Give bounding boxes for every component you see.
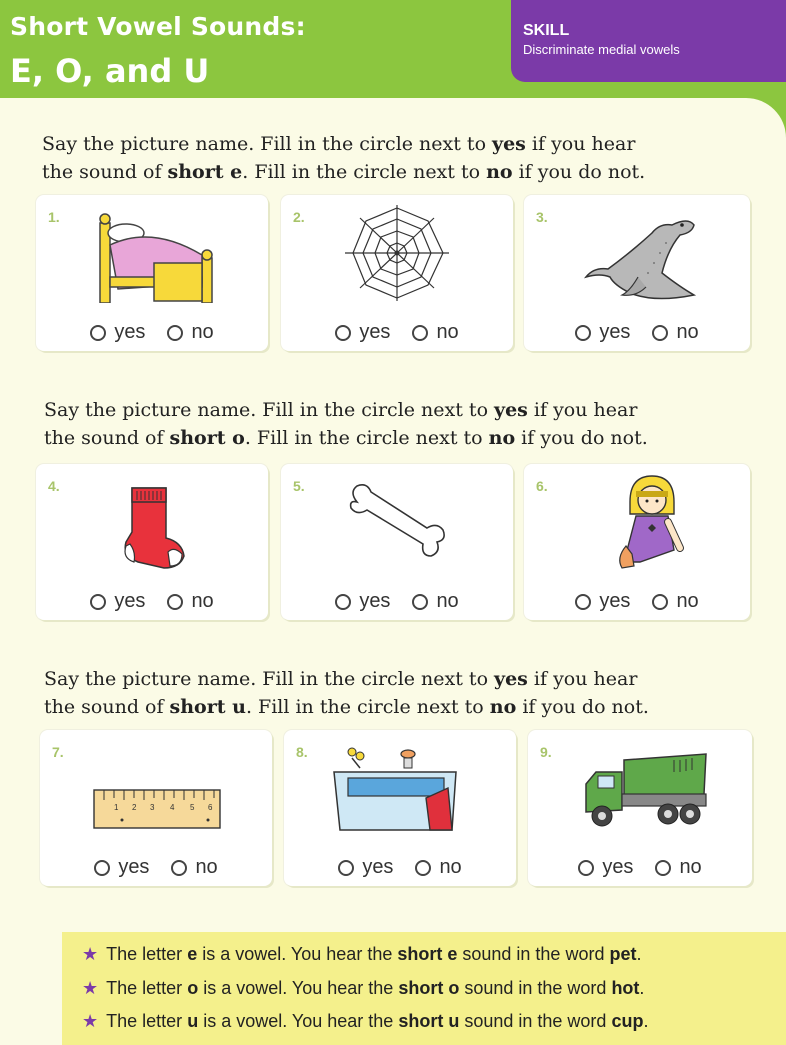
no-radio[interactable]	[167, 325, 183, 341]
yes-label: yes	[599, 590, 631, 612]
answer-options	[36, 321, 268, 344]
yes-label: yes	[599, 321, 631, 343]
bed-icon	[82, 203, 222, 303]
yes-option[interactable]	[90, 321, 145, 344]
yes-option[interactable]	[338, 856, 393, 879]
item-number: 3.	[536, 209, 548, 225]
tip-line: ★ The letter u is a vowel. You hear the short u sound in the word cup.	[82, 1011, 649, 1031]
star-icon: ★	[82, 1011, 99, 1031]
yes-option[interactable]	[578, 856, 633, 879]
tip-line: ★ The letter e is a vowel. You hear the short e sound in the word pet.	[82, 944, 642, 964]
truck-icon	[574, 738, 714, 838]
ruler-icon	[86, 738, 226, 838]
no-radio[interactable]	[652, 325, 668, 341]
answer-options	[524, 321, 750, 344]
ruler-number: 5	[190, 803, 195, 812]
item-card	[281, 464, 513, 620]
yes-label: yes	[362, 856, 394, 878]
no-option[interactable]	[655, 856, 701, 879]
page-title: Short Vowel Sounds:	[10, 12, 306, 41]
no-option[interactable]	[167, 590, 213, 613]
no-label: no	[439, 856, 462, 878]
vowel-tips-box	[62, 932, 786, 1045]
item-number: 6.	[536, 478, 548, 494]
no-radio[interactable]	[655, 860, 671, 876]
no-option[interactable]	[167, 321, 213, 344]
web-icon	[327, 203, 467, 303]
no-radio[interactable]	[652, 594, 668, 610]
yes-label: yes	[359, 321, 391, 343]
ruler-number: 4	[170, 803, 175, 812]
skill-text: Discriminate medial vowels	[523, 42, 680, 57]
no-label: no	[195, 856, 218, 878]
page-subtitle: E, O, and U	[10, 52, 210, 90]
yes-label: yes	[114, 590, 146, 612]
yes-label: yes	[118, 856, 150, 878]
item-card	[36, 195, 268, 351]
yes-radio[interactable]	[94, 860, 110, 876]
item-card	[284, 730, 516, 886]
skill-box	[511, 0, 786, 82]
no-option[interactable]	[412, 590, 458, 613]
yes-radio[interactable]	[578, 860, 594, 876]
no-label: no	[436, 321, 459, 343]
item-card	[36, 464, 268, 620]
ruler-number: 1	[114, 803, 119, 812]
answer-options	[281, 321, 513, 344]
worksheet-page	[0, 98, 786, 1045]
item-number: 9.	[540, 744, 552, 760]
yes-radio[interactable]	[575, 594, 591, 610]
yes-label: yes	[359, 590, 391, 612]
page-header	[0, 0, 786, 100]
no-radio[interactable]	[167, 594, 183, 610]
instruction-short-u: Say the picture name. Fill in the circle next to yes if you hear the sound of short u. Fill in the circle next to no if you do not.	[44, 668, 649, 718]
doll-icon	[570, 472, 710, 572]
no-label: no	[676, 590, 699, 612]
no-radio[interactable]	[171, 860, 187, 876]
item-number: 8.	[296, 744, 308, 760]
no-option[interactable]	[412, 321, 458, 344]
star-icon: ★	[82, 978, 99, 998]
item-card	[40, 730, 272, 886]
yes-option[interactable]	[94, 856, 149, 879]
item-card	[524, 195, 750, 351]
skill-label: SKILL	[523, 22, 570, 39]
item-number: 7.	[52, 744, 64, 760]
no-option[interactable]	[415, 856, 461, 879]
answer-options	[40, 856, 272, 879]
item-number: 5.	[293, 478, 305, 494]
yes-radio[interactable]	[335, 594, 351, 610]
instruction-short-e: Say the picture name. Fill in the circle next to yes if you hear the sound of short e. Fill in the circle next to no if you do not.	[42, 133, 646, 183]
yes-option[interactable]	[575, 590, 630, 613]
answer-options	[284, 856, 516, 879]
no-label: no	[191, 590, 214, 612]
item-card	[524, 464, 750, 620]
answer-options	[36, 590, 268, 613]
sock-icon	[82, 472, 222, 572]
no-radio[interactable]	[412, 325, 428, 341]
item-number: 2.	[293, 209, 305, 225]
item-card	[281, 195, 513, 351]
yes-option[interactable]	[575, 321, 630, 344]
no-label: no	[191, 321, 214, 343]
item-number: 1.	[48, 209, 60, 225]
yes-option[interactable]	[335, 590, 390, 613]
ruler-number: 6	[208, 803, 213, 812]
tip-line: ★ The letter o is a vowel. You hear the short o sound in the word hot.	[82, 978, 645, 998]
yes-radio[interactable]	[90, 594, 106, 610]
answer-options	[528, 856, 752, 879]
item-number: 4.	[48, 478, 60, 494]
yes-label: yes	[114, 321, 146, 343]
yes-label: yes	[602, 856, 634, 878]
no-option[interactable]	[171, 856, 217, 879]
no-label: no	[436, 590, 459, 612]
answer-options	[524, 590, 750, 613]
answer-options	[281, 590, 513, 613]
no-radio[interactable]	[415, 860, 431, 876]
bone-icon	[327, 472, 467, 572]
tub-icon	[330, 738, 470, 838]
yes-radio[interactable]	[335, 325, 351, 341]
yes-radio[interactable]	[90, 325, 106, 341]
ruler-number: 3	[150, 803, 155, 812]
item-card	[528, 730, 752, 886]
no-radio[interactable]	[412, 594, 428, 610]
instruction-short-o: Say the picture name. Fill in the circle next to yes if you hear the sound of short o. Fill in the circle next to no if you do not.	[44, 399, 648, 449]
yes-radio[interactable]	[575, 325, 591, 341]
no-label: no	[676, 321, 699, 343]
no-option[interactable]	[652, 321, 698, 344]
no-option[interactable]	[652, 590, 698, 613]
star-icon: ★	[82, 944, 99, 964]
seal-icon	[570, 203, 710, 303]
yes-option[interactable]	[90, 590, 145, 613]
no-label: no	[679, 856, 702, 878]
yes-option[interactable]	[335, 321, 390, 344]
ruler-number: 2	[132, 803, 137, 812]
yes-radio[interactable]	[338, 860, 354, 876]
